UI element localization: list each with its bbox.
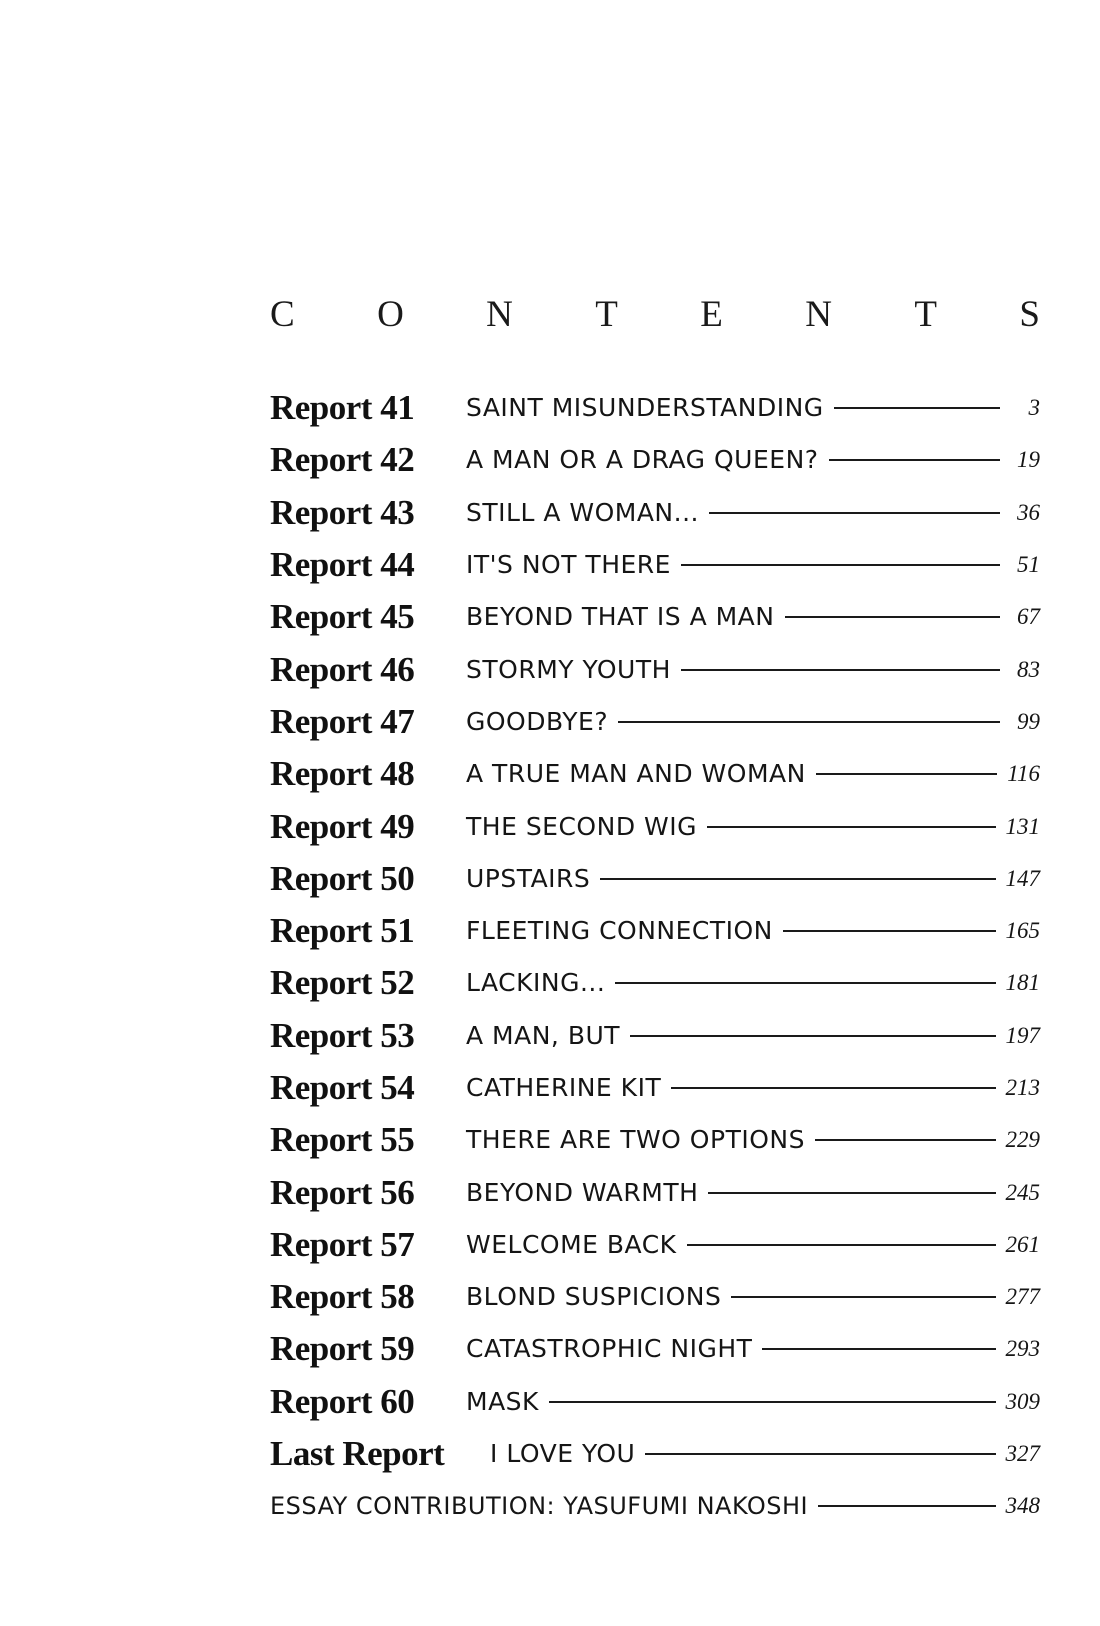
dot-leader-line [549, 1401, 996, 1403]
essay-title: ESSAY CONTRIBUTION: YASUFUMI NAKOSHI [270, 1492, 809, 1521]
page-number: 116 [1007, 761, 1040, 787]
toc-row-report-55[interactable] [270, 1114, 1040, 1166]
report-label: Report 48 [270, 754, 415, 794]
dot-leader-line [783, 930, 996, 932]
report-label: Report 51 [270, 911, 415, 951]
report-label: Report 50 [270, 858, 415, 898]
toc-row-report-60[interactable] [270, 1376, 1040, 1428]
toc-row-report-47[interactable] [270, 696, 1040, 748]
report-label: Report 42 [270, 440, 415, 480]
chapter-title: CATASTROPHIC NIGHT [466, 1334, 753, 1364]
page-number: 213 [1005, 1075, 1040, 1100]
report-label: Report 44 [270, 545, 415, 585]
chapter-title: A MAN OR A DRAG QUEEN? [466, 445, 819, 475]
toc-row-report-44[interactable] [270, 539, 1040, 591]
page-number: 181 [1005, 970, 1040, 996]
chapter-title: CATHERINE KIT [466, 1073, 662, 1102]
toc-row-last-report[interactable] [270, 1428, 1040, 1480]
dot-leader-line [645, 1453, 995, 1455]
chapter-title: FLEETING CONNECTION [466, 916, 773, 946]
toc-row-report-46[interactable] [270, 643, 1040, 695]
page-number: 147 [1005, 865, 1040, 891]
page-number: 197 [1005, 1022, 1040, 1048]
chapter-title: MASK [466, 1386, 539, 1416]
heading-letter: T [595, 294, 618, 335]
report-label: Report 59 [270, 1329, 415, 1369]
toc-row-report-45[interactable] [270, 591, 1040, 643]
dot-leader-line [816, 773, 997, 775]
report-label: Report 55 [270, 1120, 415, 1160]
dot-leader-line [829, 459, 1000, 461]
page-number: 229 [1005, 1127, 1040, 1153]
page-number: 131 [1005, 813, 1040, 839]
toc-row-report-51[interactable] [270, 905, 1040, 957]
toc-row-report-48[interactable] [270, 748, 1040, 800]
chapter-title: BEYOND THAT IS A MAN [466, 602, 775, 632]
dot-leader-line [709, 512, 1000, 514]
report-label: Report 45 [270, 597, 415, 637]
dot-leader-line [681, 564, 1000, 566]
chapter-title: IT'S NOT THERE [466, 550, 671, 580]
heading-letter: E [700, 294, 723, 335]
page-number: 293 [1005, 1336, 1040, 1362]
dot-leader-line [687, 1244, 996, 1246]
chapter-title: BLOND SUSPICIONS [466, 1282, 722, 1312]
dot-leader-line [671, 1087, 995, 1089]
toc-row-report-41[interactable] [270, 382, 1040, 434]
chapter-title: STORMY YOUTH [466, 654, 671, 684]
chapter-title: SAINT MISUNDERSTANDING [466, 393, 824, 423]
chapter-title: WELCOME BACK [466, 1229, 677, 1259]
chapter-title: THERE ARE TWO OPTIONS [466, 1125, 805, 1155]
chapter-title: THE SECOND WIG [466, 811, 697, 841]
report-label: Report 43 [270, 492, 415, 532]
heading-letter: O [377, 294, 404, 335]
toc-row-report-53[interactable] [270, 1010, 1040, 1062]
chapter-title: BEYOND WARMTH [466, 1177, 699, 1207]
report-label: Report 49 [270, 806, 415, 846]
dot-leader-line [762, 1348, 995, 1350]
chapter-title: I LOVE YOU [490, 1439, 636, 1469]
report-label: Report 46 [270, 649, 415, 689]
heading-letter: S [1019, 294, 1040, 335]
dot-leader-line [818, 1505, 995, 1507]
dot-leader-line [630, 1035, 995, 1037]
dot-leader-line [708, 1192, 995, 1194]
dot-leader-line [600, 878, 995, 880]
chapter-title: A TRUE MAN AND WOMAN [466, 759, 806, 789]
page-number: 309 [1005, 1388, 1040, 1414]
report-label: Report 54 [270, 1068, 415, 1107]
chapter-title: STILL A WOMAN... [466, 497, 699, 527]
heading-letter: T [914, 294, 937, 335]
page-number: 277 [1005, 1284, 1040, 1310]
toc-row-report-54[interactable] [270, 1062, 1040, 1114]
page-number: 245 [1005, 1179, 1040, 1205]
report-label: Report 52 [270, 963, 415, 1003]
page-number: 261 [1005, 1231, 1040, 1257]
page-number: 3 [1028, 395, 1040, 421]
dot-leader-line [815, 1139, 996, 1141]
report-label: Report 56 [270, 1172, 415, 1212]
chapter-title: UPSTAIRS [466, 863, 591, 893]
dot-leader-line [707, 826, 996, 828]
report-label: Report 47 [270, 701, 415, 741]
toc-row-report-49[interactable] [270, 800, 1040, 852]
report-label: Last Report [270, 1434, 445, 1474]
toc-row-report-56[interactable] [270, 1166, 1040, 1218]
toc-row-essay[interactable] [270, 1480, 1040, 1532]
report-label: Report 53 [270, 1015, 415, 1055]
chapter-title: LACKING... [466, 968, 606, 998]
dot-leader-line [785, 616, 1001, 618]
toc-row-report-52[interactable] [270, 957, 1040, 1009]
heading-letter: N [805, 294, 832, 335]
toc-row-report-43[interactable] [270, 487, 1040, 539]
toc-row-report-58[interactable] [270, 1271, 1040, 1323]
report-label: Report 57 [270, 1224, 415, 1264]
page-number: 36 [1017, 499, 1040, 525]
toc-row-report-59[interactable] [270, 1323, 1040, 1375]
dot-leader-line [618, 721, 1000, 723]
report-label: Report 60 [270, 1381, 415, 1421]
toc-row-report-50[interactable] [270, 853, 1040, 905]
chapter-title: GOODBYE? [466, 706, 609, 736]
report-label: Report 58 [270, 1277, 415, 1317]
report-label: Report 41 [270, 388, 415, 428]
toc-row-report-42[interactable] [270, 434, 1040, 486]
dot-leader-line [615, 982, 995, 984]
page-number: 67 [1017, 604, 1040, 630]
page-number: 348 [1005, 1493, 1040, 1519]
page-number: 19 [1017, 447, 1040, 473]
chapter-title: A MAN, BUT [466, 1020, 621, 1050]
dot-leader-line [681, 669, 1000, 671]
page-number: 165 [1005, 918, 1040, 944]
dot-leader-line [731, 1296, 995, 1298]
page-number: 51 [1017, 552, 1040, 578]
contents-heading [270, 292, 1040, 338]
page-number: 83 [1017, 656, 1040, 682]
page-number: 327 [1005, 1441, 1040, 1467]
dot-leader-line [834, 407, 1000, 409]
table-of-contents [270, 382, 1040, 1533]
toc-row-report-57[interactable] [270, 1219, 1040, 1271]
heading-letter: N [486, 294, 513, 335]
heading-letter: C [270, 294, 295, 335]
page-number: 99 [1017, 708, 1040, 734]
